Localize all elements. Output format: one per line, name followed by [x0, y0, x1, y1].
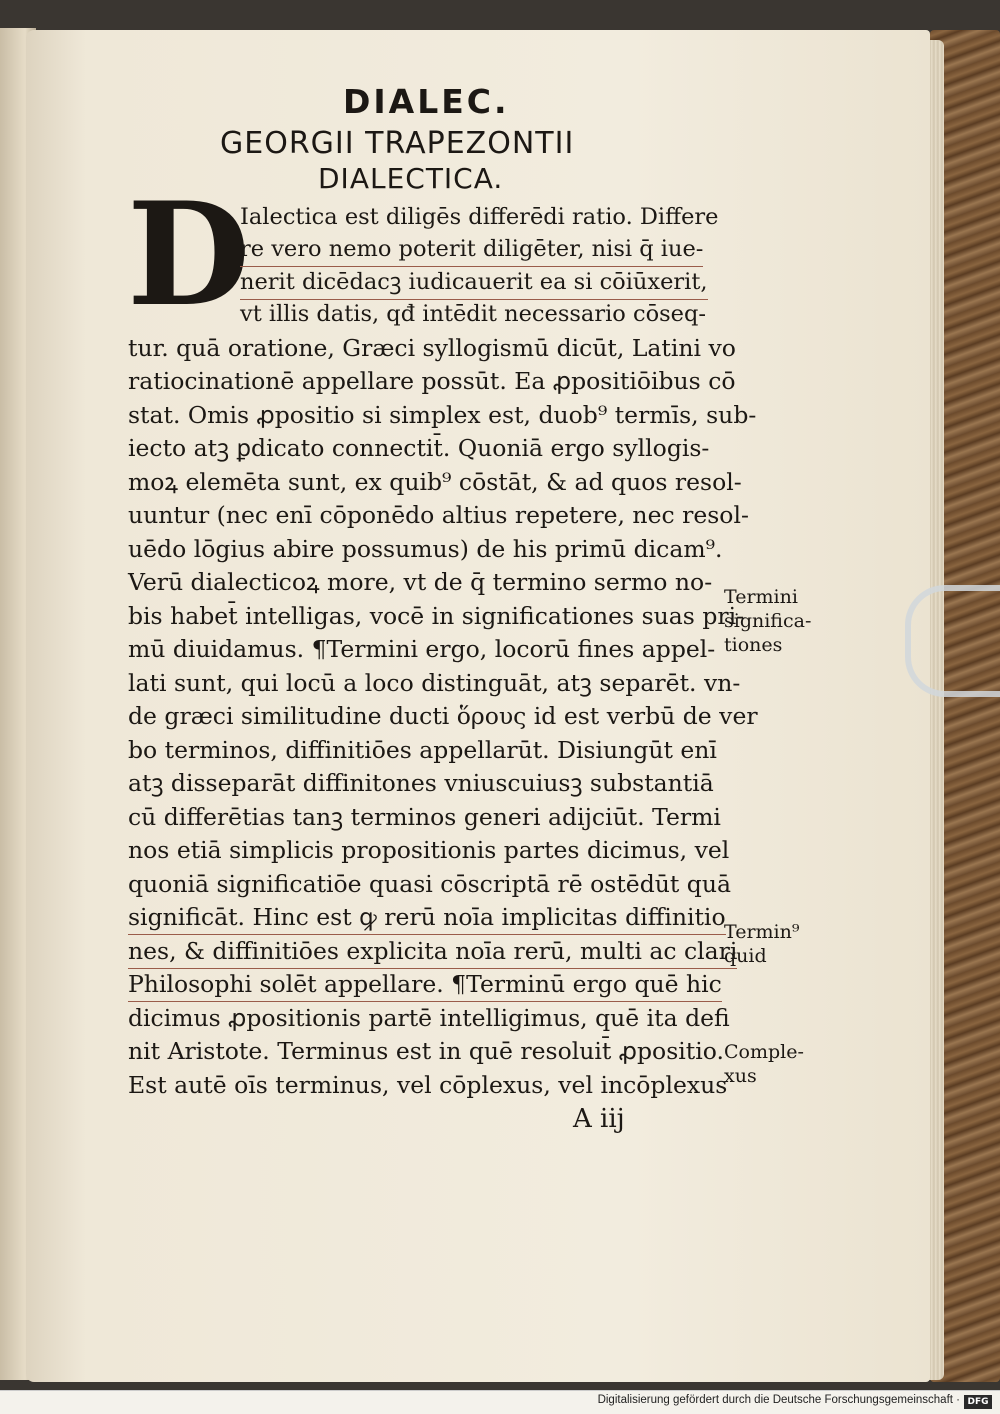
text-line: vt illis datis, qđ intēdit necessario cōseq- [240, 301, 706, 327]
page-clip [905, 585, 1000, 697]
marginal-line: Termin⁹ [724, 921, 800, 943]
text-line: re vero nemo poterit diligēter, nisi q̄ iue- [240, 232, 703, 267]
text-line: ratiocinationē appellare possūt. Ea ꝓpositiōibus cō [128, 367, 736, 395]
text-line: nerit dicēdacꝫ iudicauerit ea si cōiūxerit, [240, 265, 708, 300]
running-head: DIALEC. [343, 82, 510, 121]
text-line: tur. quā oratione, Græci syllogismū dicūt, Latini vo [128, 334, 736, 362]
author-heading: GEORGII TRAPEZONTII [220, 126, 575, 161]
text-line: Verū dialecticoꝝ more, vt de q̄ termino sermo no- [128, 568, 713, 596]
marginal-note-complexus [724, 1040, 804, 1088]
text-line: uēdo lōgius abire possumus) de his primū dicam⁹. [128, 535, 723, 563]
text-line: stat. Omis ꝓpositio si simplex est, duob⁹ termīs, sub- [128, 401, 757, 429]
drop-cap: D [127, 172, 251, 338]
marginal-line: quid [724, 945, 767, 967]
text-line: mū diuidamus. ¶Termini ergo, locorū fines appel- [128, 635, 716, 663]
text-line: bis habet̄ intelligas, vocē in significationes suas pri- [128, 602, 745, 630]
text-line: significāt. Hinc est ꝙ rerū noīa implicitas diffinitio [128, 900, 726, 935]
signature-mark: A iij [573, 1104, 625, 1134]
text-line: Philosophi solēt appellare. ¶Terminū ergo quē hic [128, 967, 722, 1002]
text-line: bo terminos, diffinitiōes appellarūt. Disiungūt enī [128, 736, 717, 764]
marginal-line: tiones [724, 634, 783, 656]
digitization-footer [0, 1390, 1000, 1414]
dfg-logo-icon: DFG [964, 1395, 992, 1409]
text-line: lati sunt, qui locū a loco distinguāt, atꝫ separēt. vn- [128, 669, 741, 697]
text-line: atꝫ disseparāt diffinitones vniuscuiusꝫ substantiā [128, 769, 714, 797]
text-line: Ialectica est diligēs differēdi ratio. Differe [240, 204, 719, 230]
text-line: moꝝ elemēta sunt, ex quib⁹ cōstāt, & ad quos resol- [128, 468, 742, 496]
text-line: uuntur (nec enī cōponēdo altius repetere, nec resol- [128, 501, 749, 529]
marginal-note-termini [724, 585, 811, 657]
text-line: nes, & diffinitiōes explicita noīa rerū, multi ac clari [128, 934, 737, 969]
text-line: dicimus ꝓpositionis partē intelligimus, quē ita defi [128, 1004, 730, 1032]
marginal-line: Termini [724, 586, 798, 608]
text-line: iecto atꝫ ꝑdicato connectit̄. Quoniā ergo syllogis- [128, 434, 710, 462]
text-line: de græci similitudine ducti ὅρους id est verbū de ver [128, 702, 758, 730]
marginal-note-terminus-quid [724, 920, 799, 968]
text-line: Est autē oīs terminus, vel cōplexus, vel incōplexus [128, 1071, 728, 1099]
text-line: nit Aristote. Terminus est in quē resoluit̄ ꝓpositio. [128, 1037, 724, 1065]
marginal-line: Comple- [724, 1041, 804, 1063]
text-line: cū differētias tanꝫ terminos generi adijciūt. Termi [128, 803, 721, 831]
footer-credit: Digitalisierung gefördert durch die Deutsche Forschungsgemeinschaft · [597, 1394, 960, 1406]
marginal-line: xus [724, 1065, 757, 1087]
text-line: nos etiā simplicis propositionis partes dicimus, vel [128, 836, 730, 864]
title-heading: DIALECTICA. [318, 162, 504, 195]
marginal-line: significa- [724, 610, 812, 632]
text-line: quoniā significatiōe quasi cōscriptā rē ostēdūt quā [128, 870, 731, 898]
